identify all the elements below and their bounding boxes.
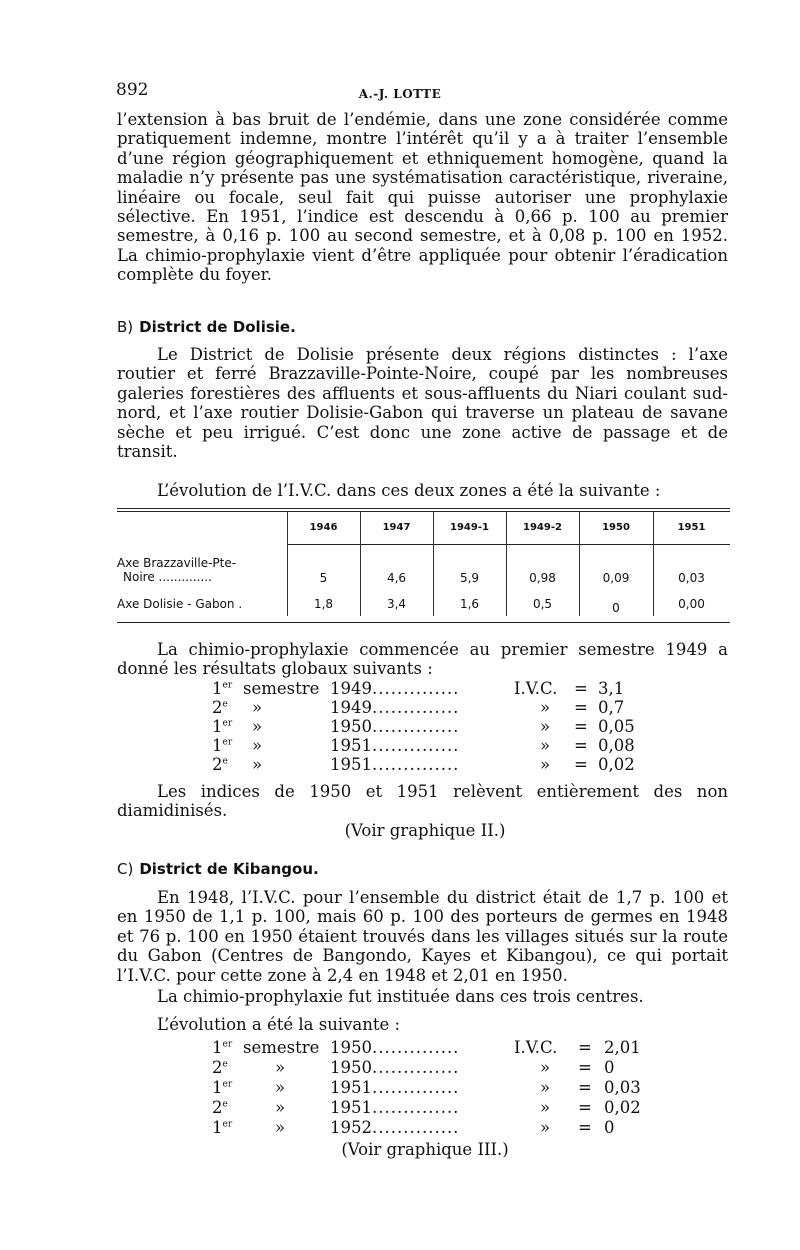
section-b-paragraph-3: La chimio-prophylaxie commencée au premier semestre 1949 a donné les résultats globaux suivants : [117,640,728,679]
table-cell: 0,5 [532,597,553,611]
result-value: 0 [604,1058,615,1077]
table-cell: 1,6 [459,597,480,611]
page-number: 892 [116,80,149,100]
section-b-heading [117,318,296,336]
table-top-rule-2 [117,511,730,512]
result-measure: » [540,1098,551,1117]
result-value: 0,02 [598,755,635,774]
table-col-head: 1951 [677,522,706,533]
result-ordinal: 1er [212,679,233,698]
result-year: 1951.............. [330,1098,460,1117]
result-label: semestre [243,1038,320,1057]
table-cell: 3,4 [386,597,407,611]
result-measure: » [540,1058,551,1077]
result-measure: » [540,1078,551,1097]
result-value: 0,7 [598,698,625,717]
result-measure: I.V.C. [514,1038,558,1057]
result-year: 1951.............. [330,736,460,755]
table-col-head: 1949-2 [523,522,562,533]
result-year: 1949.............. [330,698,460,717]
table-cell: 4,6 [386,571,407,585]
table-col-head: 1947 [382,522,411,533]
section-b-caption: (Voir graphique II.) [344,821,506,840]
result-eq: = [578,1118,592,1137]
table-col-head: 1949-1 [450,522,489,533]
row-label-line: Axe Dolisie - Gabon . [117,597,243,611]
table-cell: 0 [612,601,620,615]
table-col-head: 1950 [602,522,630,533]
result-value: 0,08 [598,736,635,755]
result-year: 1950.............. [330,717,460,736]
section-b-letter: B) [117,318,134,336]
result-label: » [275,1098,286,1117]
result-label: » [252,698,263,717]
result-year: 1950.............. [330,1038,460,1057]
result-eq: = [574,755,588,774]
section-c-paragraph-3: L’évolution a été la suivante : [157,1015,401,1034]
section-b-paragraph-4: Les indices de 1950 et 1951 relèvent entièrement des non diamidinisés. [117,782,728,821]
result-measure: » [540,698,551,717]
table-cell: 0,09 [602,571,630,585]
result-eq: = [574,698,588,717]
result-value: 0 [604,1118,615,1137]
result-eq: = [574,679,588,698]
result-label: » [252,755,263,774]
section-c-heading [117,860,319,878]
result-year: 1951.............. [330,1078,460,1097]
result-year: 1951.............. [330,755,460,774]
result-eq: = [574,736,588,755]
result-eq: = [578,1098,592,1117]
result-label: » [275,1118,286,1137]
result-value: 3,1 [598,679,625,698]
table-bottom-rule [117,622,730,623]
table-cell: 5 [319,571,328,585]
result-ordinal: 2e [212,1058,228,1077]
result-year: 1949.............. [330,679,460,698]
result-value: 0,03 [604,1078,641,1097]
result-eq: = [574,717,588,736]
table-col-head: 1946 [309,522,338,533]
table-cell: 0,00 [678,597,705,611]
section-c-caption: (Voir graphique III.) [341,1140,509,1159]
result-ordinal: 1er [212,1078,233,1097]
result-year: 1952.............. [330,1118,460,1137]
result-value: 0,02 [604,1098,641,1117]
section-c-letter: C) [117,860,134,878]
table-top-rule [117,508,730,509]
table-cell: 5,9 [459,571,480,585]
result-eq: = [578,1038,592,1057]
result-ordinal: 1er [212,717,233,736]
result-ordinal: 2e [212,755,228,774]
result-measure: » [540,1118,551,1137]
result-value: 2,01 [604,1038,641,1057]
result-ordinal: 1er [212,1118,233,1137]
row-label-line: Axe Brazzaville-Pte- [117,556,237,570]
result-eq: = [578,1078,592,1097]
table-row-label [117,556,282,584]
section-b-paragraph-1: Le District de Dolisie présente deux régions distinctes : l’axe routier et ferré Brazzaville-Pointe-Noire, coupé par les nombreuses galeries forestières des affluents et sous-affluents du Niari coulant sud-nord, et l’axe routier Dolisie-Gabon qui traverse un plateau de savane sèche et peu irrigué. C’est donc une zone active de passage et de transit. [117,345,728,462]
section-c-paragraph-2: La chimio-prophylaxie fut instituée dans ces trois centres. [157,987,644,1006]
result-label: » [252,717,263,736]
result-label: » [252,736,263,755]
result-eq: = [578,1058,592,1077]
running-head: A.-J. LOTTE [358,87,442,101]
result-ordinal: 1er [212,736,233,755]
section-c-title: District de Kibangou. [139,860,319,878]
row-label-line: Noire .............. [123,570,212,584]
result-measure: I.V.C. [514,679,558,698]
result-year: 1950.............. [330,1058,460,1077]
section-c-paragraph-1: En 1948, l’I.V.C. pour l’ensemble du district était de 1,7 p. 100 et en 1950 de 1,1 p. 100, mais 60 p. 100 des porteurs de germes en 1948 et 76 p. 100 en 1950 étaient trouvés dans les villages situés sur la route du Gabon (Centres de Bangondo, Kayes et Kibangou), ce qui portait l’I.V.C. pour cette zone à 2,4 en 1948 et 2,01 en 1950. [117,888,728,985]
result-measure: » [540,755,551,774]
table-cell: 0,03 [678,571,705,585]
ivc-table [117,508,730,626]
result-ordinal: 2e [212,698,228,717]
table-cell: 0,98 [529,571,556,585]
result-ordinal: 2e [212,1098,228,1117]
result-measure: » [540,736,551,755]
section-b-title: District de Dolisie. [139,318,296,336]
result-label: » [275,1058,286,1077]
section-b-paragraph-2: L’évolution de l’I.V.C. dans ces deux zones a été la suivante : [157,481,661,500]
result-measure: » [540,717,551,736]
result-value: 0,05 [598,717,635,736]
table-row-label [117,597,282,611]
result-label: semestre [243,679,320,698]
table-header-rule [287,544,730,545]
result-ordinal: 1er [212,1038,233,1057]
result-label: » [275,1078,286,1097]
table-cell: 1,8 [313,597,334,611]
intro-paragraph: l’extension à bas bruit de l’endémie, dans une zone considérée comme pratiquement indemne, montre l’intérêt qu’il y a à traiter l’ensemble d’une région géographiquement et ethniquement homogène, quand la maladie n’y présente pas une systématisation caractéristique, riveraine, linéaire ou focale, seul fait qui puisse autoriser une prophylaxie sélective. En 1951, l’indice est descendu à 0,66 p. 100 au premier semestre, à 0,16 p. 100 au second semestre, et à 0,08 p. 100 en 1952. La chimio-prophylaxie vient d’être appliquée pour obtenir l’éradication complète du foyer. [117,110,728,285]
